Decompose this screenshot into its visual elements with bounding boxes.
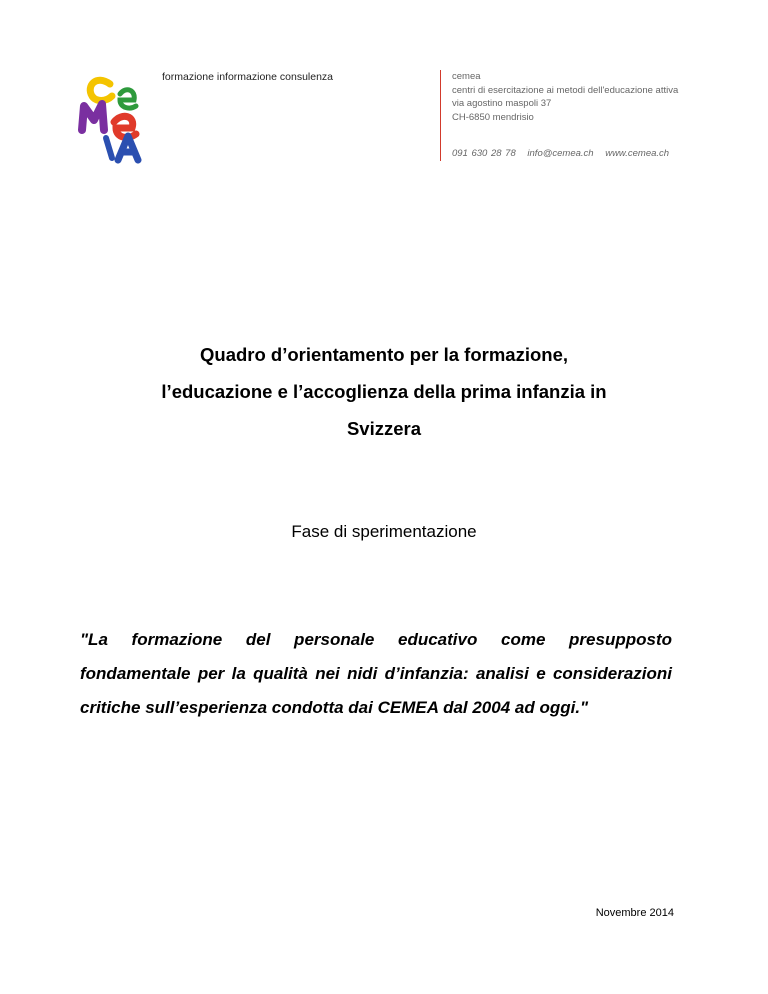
title-line-3: Svizzera (346, 418, 422, 439)
title-line-1: Quadro d’orientamento per la formazione, (200, 344, 568, 365)
contact-website[interactable]: www.cemea.ch (605, 148, 670, 159)
document-subtitle: Fase di sperimentazione (291, 522, 477, 541)
org-street: via agostino maspoli 37 (452, 98, 552, 109)
org-city: CH-6850 mendrisio (452, 111, 534, 123)
contact-info (452, 148, 677, 159)
document-date: Novembre 2014 (595, 907, 674, 919)
title-line-2: l’educazione e l’accoglienza della prima infanzia in (161, 381, 607, 402)
logo-letters (76, 72, 146, 164)
cemea-logo-icon (76, 72, 146, 164)
header-divider (440, 70, 441, 161)
org-name: cemea (452, 71, 481, 82)
org-full-name: centri di esercitazione ai metodi dell'educazione attiva (452, 84, 679, 96)
tagline: formazione informazione consulenza (162, 71, 334, 83)
document-title (60, 336, 708, 447)
contact-email[interactable]: info@cemea.ch (527, 148, 594, 159)
document-quote: "La formazione del personale educativo come presupposto fondamentale per la qualità nei nidi d’infanzia: analisi e considerazioni critiche sull’esperienza condotta dai CEMEA dal 2004 ad oggi." (80, 630, 672, 717)
contact-phone: 091 630 28 78 (452, 148, 516, 159)
organization-address (452, 70, 678, 124)
